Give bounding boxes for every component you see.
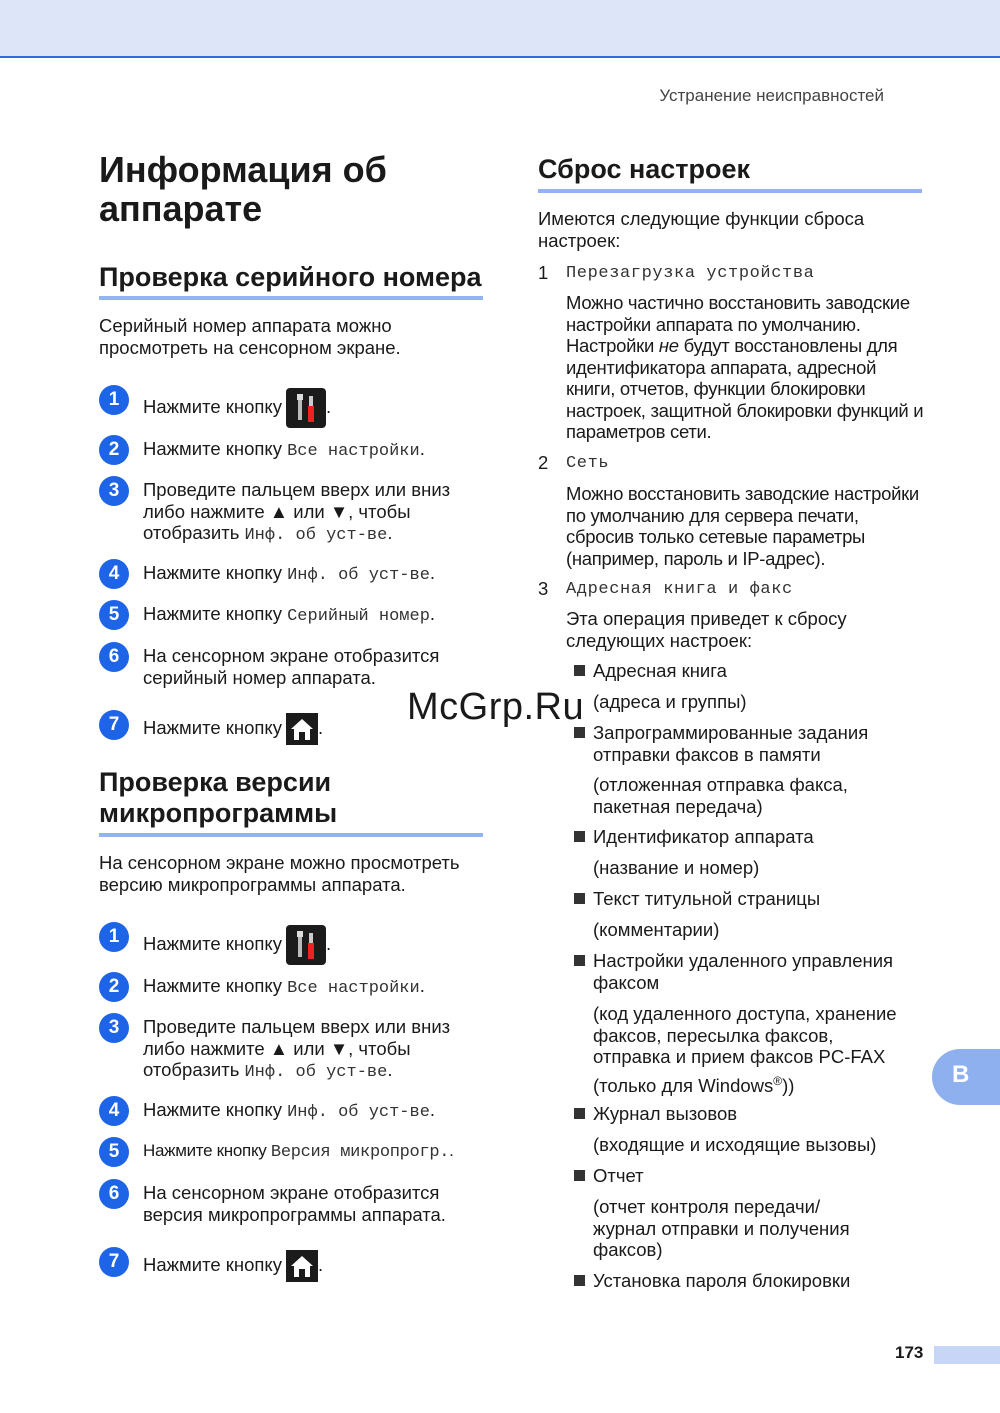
bullet-sub: (название и номер)	[593, 857, 760, 878]
reset-item-label: Адресная книга и факс	[566, 580, 793, 599]
watermark: McGrp.Ru	[407, 686, 585, 728]
step-number: 1	[99, 385, 129, 415]
bullet-sub: (код удаленного доступа, хранение факсов, пересылка факсов, отправка и прием факсов PC-FAX	[593, 1003, 897, 1067]
step-number: 2	[99, 435, 129, 465]
section-rule	[99, 296, 483, 300]
menu-option: Серийный номер	[287, 607, 430, 626]
step-number: 1	[99, 922, 129, 952]
menu-option: Все настройки	[287, 979, 420, 998]
firmware-heading: Проверка версии микропрограммы	[99, 767, 338, 828]
reset-heading: Сброс настроек	[538, 154, 751, 184]
bullet-sub: (отложенная отправка факса, пакетная передача)	[593, 774, 848, 817]
bullet-sub: (только для Windows®))	[593, 1074, 795, 1097]
settings-tools-icon	[286, 388, 326, 428]
section-rule	[99, 833, 483, 837]
chapter-title: Устранение неисправностей	[659, 86, 884, 105]
reset-item-label: Сеть	[566, 454, 610, 473]
reset-item-number: 2	[538, 452, 549, 473]
top-banner	[0, 0, 1000, 58]
step-number: 3	[99, 476, 129, 506]
menu-option: Инф. об уст-ве	[287, 1103, 430, 1122]
step-number: 2	[99, 972, 129, 1002]
reset-item-number: 3	[538, 578, 549, 599]
page-number-bar	[934, 1346, 1000, 1364]
bullet-sub: (отчет контроля передачи/ журнал отправки и получения факсов)	[593, 1196, 850, 1260]
menu-option: Версия микропрогр.	[270, 1143, 450, 1162]
reset-item-desc: Эта операция приведет к сбросу следующих настроек:	[566, 608, 847, 651]
reset-item-label: Перезагрузка устройства	[566, 264, 815, 283]
menu-option: Инф. об уст-ве	[244, 1063, 388, 1082]
menu-option: Инф. об уст-ве	[287, 566, 430, 585]
step-number: 7	[99, 1247, 129, 1277]
step-text: Нажмите кнопку	[143, 395, 282, 417]
step-number: 6	[99, 1179, 129, 1209]
step-number: 5	[99, 1137, 129, 1167]
reset-item-number: 1	[538, 262, 549, 283]
bullet-sub: (адреса и группы)	[593, 691, 747, 712]
firmware-intro: На сенсорном экране можно просмотреть версию микропрограммы аппарата.	[99, 852, 460, 895]
home-icon	[286, 713, 318, 745]
page-number: 173	[895, 1343, 924, 1362]
menu-option: Инф. об уст-ве	[244, 526, 388, 545]
step-number: 7	[99, 710, 129, 740]
step-number: 4	[99, 1096, 129, 1126]
section-rule	[538, 189, 922, 193]
reset-item-desc: Можно восстановить заводские настройки по умолчанию для сервера печати, сбросив только сетевые параметры (например, пароль и IP-адрес).	[566, 483, 919, 569]
step-number: 6	[99, 642, 129, 672]
menu-option: Все настройки	[287, 442, 420, 461]
reset-item-desc: Можно частично восстановить заводские настройки аппарата по умолчанию. Настройки не будут восстановлены для идентификатора аппарата, адресной книги, отчетов, функции блокировки настроек, защитной блокировки функций и параметров сети.	[566, 292, 924, 442]
serial-intro: Серийный номер аппарата можно просмотреть на сенсорном экране.	[99, 315, 401, 358]
bullet-sub: (входящие и исходящие вызовы)	[593, 1134, 877, 1155]
step-number: 4	[99, 559, 129, 589]
appendix-tab: B	[932, 1049, 1000, 1105]
step-number: 3	[99, 1013, 129, 1043]
serial-heading: Проверка серийного номера	[99, 262, 482, 292]
page-title: Информация об аппарате	[99, 149, 387, 229]
settings-tools-icon	[286, 925, 326, 965]
bullet-sub: (комментарии)	[593, 919, 720, 940]
step-number: 5	[99, 600, 129, 630]
reset-intro: Имеются следующие функции сброса настроек:	[538, 208, 865, 251]
home-icon	[286, 1250, 318, 1282]
